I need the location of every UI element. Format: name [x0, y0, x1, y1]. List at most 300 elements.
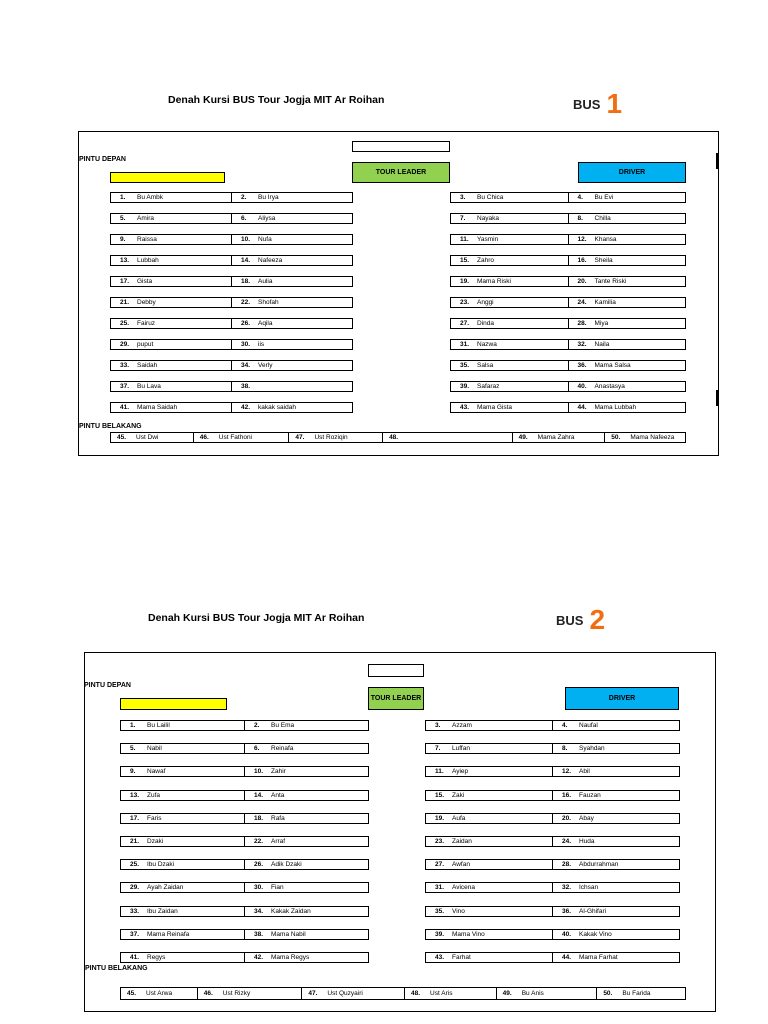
- seat-pair-left: [110, 360, 353, 371]
- seat: [244, 744, 368, 753]
- seat-number: 12.: [562, 768, 572, 775]
- bus-number: 1: [606, 88, 623, 119]
- empty-box: [352, 141, 450, 152]
- seat-number: 20.: [562, 815, 572, 822]
- seat: [568, 235, 686, 244]
- seat: [426, 953, 552, 962]
- seat-name: Safaraz: [477, 383, 500, 390]
- seat-number: 42.: [241, 404, 251, 411]
- seat: [552, 791, 679, 800]
- seat-name: Zaidan: [452, 838, 472, 845]
- seat: [426, 744, 552, 753]
- seat-number: 40.: [562, 931, 572, 938]
- seat-name: Ust Aris: [430, 990, 453, 997]
- seat-name: Abay: [579, 815, 594, 822]
- seat-number: 50.: [603, 990, 613, 997]
- bus-number: 2: [589, 604, 606, 635]
- seat-number: 16.: [562, 792, 572, 799]
- seat-number: 10.: [254, 768, 264, 775]
- seat: [244, 860, 368, 869]
- seat-name: Ibu Dzaki: [147, 861, 175, 868]
- seat-name: Azzam: [452, 722, 472, 729]
- seat-number: 40.: [577, 383, 587, 390]
- seat: [231, 340, 352, 349]
- seat-name: Avicena: [452, 884, 476, 891]
- seat-name: Ust Roziqin: [314, 434, 348, 441]
- seat: [568, 382, 686, 391]
- seat-number: 38.: [254, 931, 264, 938]
- seat-number: 19.: [435, 815, 445, 822]
- seat-name: Verly: [258, 362, 273, 369]
- seat-number: 15.: [435, 792, 445, 799]
- seat-number: 27.: [435, 861, 445, 868]
- seat: [568, 277, 686, 286]
- seat-number: 18.: [241, 278, 251, 285]
- back-seat: [404, 988, 496, 999]
- seat-name: Ust Fathoni: [218, 434, 253, 441]
- seat-name: Sheila: [594, 257, 613, 264]
- seat-pair-right: [450, 381, 686, 392]
- front-door-label: PINTU DEPAN: [79, 156, 126, 163]
- seat-name: Shofah: [258, 299, 279, 306]
- seat-pair-left: [120, 859, 369, 870]
- front-door-label: PINTU DEPAN: [84, 682, 131, 689]
- seat-number: 30.: [241, 341, 251, 348]
- seat: [552, 860, 679, 869]
- seat: [552, 767, 679, 776]
- back-seat: [193, 433, 289, 442]
- seat-number: 2.: [241, 194, 247, 201]
- seat-name: Kamilia: [594, 299, 616, 306]
- seat: [111, 340, 231, 349]
- seat: [552, 930, 679, 939]
- seat-pair-right: [425, 720, 680, 731]
- back-seat: [301, 988, 404, 999]
- seat-number: 21.: [120, 299, 130, 306]
- back-seat: [288, 433, 382, 442]
- driver-box: DRIVER: [565, 687, 679, 710]
- seat-number: 49.: [518, 434, 528, 441]
- seat: [121, 767, 244, 776]
- seat: [552, 953, 679, 962]
- seat-number: 18.: [254, 815, 264, 822]
- seat-name: Zaki: [452, 792, 465, 799]
- seat-number: 41.: [130, 954, 140, 961]
- seat-number: 23.: [460, 299, 470, 306]
- seat: [111, 214, 231, 223]
- seat-number: 39.: [435, 931, 445, 938]
- seat-number: 2.: [254, 722, 260, 729]
- seat-name: Zufa: [147, 792, 161, 799]
- seat-number: 9.: [120, 236, 126, 243]
- seat-name: Faris: [147, 815, 162, 822]
- seat: [426, 860, 552, 869]
- seat: [231, 319, 352, 328]
- seat-name: Nayaka: [477, 215, 500, 222]
- seat-number: 3.: [435, 722, 441, 729]
- seat-number: 37.: [120, 383, 130, 390]
- seat-number: 33.: [130, 908, 140, 915]
- seat: [568, 361, 686, 370]
- seat-name: Luffan: [452, 745, 470, 752]
- seat-number: 29.: [120, 341, 130, 348]
- seat-name: Bu Anis: [521, 990, 544, 997]
- seat-number: 17.: [120, 278, 130, 285]
- seat-number: 36.: [562, 908, 572, 915]
- seat-pair-left: [110, 255, 353, 266]
- seat-name: Nafeeza: [258, 257, 283, 264]
- seat-pair-right: [450, 234, 686, 245]
- seat-pair-right: [450, 192, 686, 203]
- seat-number: 35.: [460, 362, 470, 369]
- bus-label: [556, 604, 605, 636]
- seat-name: Gista: [137, 278, 153, 285]
- seat-number: 15.: [460, 257, 470, 264]
- seat: [231, 277, 352, 286]
- seat-name: Khansa: [594, 236, 617, 243]
- seat: [231, 361, 352, 370]
- seat-number: 38.: [241, 383, 251, 390]
- seat: [231, 382, 352, 391]
- back-seat: [111, 433, 193, 442]
- seat-pair-right: [450, 276, 686, 287]
- seat-number: 5.: [130, 745, 136, 752]
- seat-name: Aqila: [258, 320, 273, 327]
- frame-tick: [716, 153, 718, 169]
- seat-name: Ayiep: [452, 768, 469, 775]
- seat-name: Aulia: [258, 278, 273, 285]
- seat-number: 7.: [435, 745, 441, 752]
- seat: [451, 403, 568, 412]
- seat-number: 16.: [577, 257, 587, 264]
- seat: [451, 319, 568, 328]
- seat-number: 37.: [130, 931, 140, 938]
- seat: [111, 319, 231, 328]
- seat-name: Zahro: [477, 257, 494, 264]
- seat-number: 48.: [389, 434, 399, 441]
- back-seat: [604, 433, 685, 442]
- seat-name: Nufa: [258, 236, 272, 243]
- seat-name: Lubbah: [137, 257, 159, 264]
- seat-name: Aufa: [452, 815, 466, 822]
- seat: [111, 277, 231, 286]
- seat: [121, 814, 244, 823]
- seat-name: Farhat: [452, 954, 471, 961]
- seat-number: 13.: [120, 257, 130, 264]
- seat-pair-right: [425, 836, 680, 847]
- seat-name: Mama Lubbah: [594, 404, 637, 411]
- seat-pair-left: [110, 318, 353, 329]
- seat-pair-left: [110, 213, 353, 224]
- seat-name: Ust Rizky: [222, 990, 251, 997]
- seat: [568, 403, 686, 412]
- seat-number: 21.: [130, 838, 140, 845]
- seat-pair-left: [120, 720, 369, 731]
- seat-name: Anta: [271, 792, 285, 799]
- seat-number: 17.: [130, 815, 140, 822]
- seat-name: Saidah: [137, 362, 158, 369]
- back-door-label: PINTU BELAKANG: [85, 965, 148, 972]
- seat-number: 27.: [460, 320, 470, 327]
- seat: [111, 298, 231, 307]
- seat-name: Mama Saidah: [137, 404, 178, 411]
- seat-name: Bu Ambk: [137, 194, 164, 201]
- seat-name: Syahdan: [579, 745, 605, 752]
- seat-pair-right: [450, 339, 686, 350]
- seat-pair-left: [120, 952, 369, 963]
- seat-number: 48.: [411, 990, 421, 997]
- seat: [244, 907, 368, 916]
- seat-name: Amira: [137, 215, 154, 222]
- seat-name: Naufal: [579, 722, 598, 729]
- seat-number: 43.: [460, 404, 470, 411]
- seat: [244, 930, 368, 939]
- seat: [451, 298, 568, 307]
- seat: [111, 256, 231, 265]
- seat-name: Bu Ema: [271, 722, 295, 729]
- seat-number: 30.: [254, 884, 264, 891]
- seat-pair-left: [110, 234, 353, 245]
- tour-leader-box: TOUR LEADER: [352, 162, 450, 183]
- seat: [451, 193, 568, 202]
- back-seat: [596, 988, 685, 999]
- seat-number: 44.: [577, 404, 587, 411]
- seat-number: 5.: [120, 215, 126, 222]
- seat: [244, 953, 368, 962]
- seat-name: Mama Nafeeza: [630, 434, 675, 441]
- seat-pair-right: [425, 766, 680, 777]
- seat-number: 8.: [577, 215, 583, 222]
- seat: [426, 767, 552, 776]
- seat-number: 47.: [295, 434, 305, 441]
- seat-number: 12.: [577, 236, 587, 243]
- seat-name: Aliysa: [258, 215, 276, 222]
- seat-name: Zahir: [271, 768, 286, 775]
- seat-name: Ichsan: [579, 884, 599, 891]
- seat-name: Dinda: [477, 320, 494, 327]
- seat-pair-right: [425, 952, 680, 963]
- seat-pair-left: [120, 743, 369, 754]
- seat-number: 39.: [460, 383, 470, 390]
- seat-name: Mama Reinafa: [147, 931, 190, 938]
- seat-pair-left: [120, 882, 369, 893]
- seat-name: Vino: [452, 908, 465, 915]
- seat: [426, 883, 552, 892]
- seat-pair-left: [110, 297, 353, 308]
- tour-leader-box: TOUR LEADER: [368, 687, 424, 710]
- seat: [121, 907, 244, 916]
- highlight-box: [120, 698, 227, 710]
- seat-name: Kakak Vino: [579, 931, 612, 938]
- seat-name: Nazwa: [477, 341, 497, 348]
- seat-number: 14.: [241, 257, 251, 264]
- seat: [568, 193, 686, 202]
- seat-pair-left: [120, 836, 369, 847]
- seat-name: Mama Farhat: [579, 954, 618, 961]
- seat-pair-left: [120, 813, 369, 824]
- seat-number: 10.: [241, 236, 251, 243]
- seat-name: puput: [137, 341, 154, 348]
- seat: [426, 791, 552, 800]
- seat-name: Mama Salsa: [594, 362, 631, 369]
- seat-number: 42.: [254, 954, 264, 961]
- seat: [451, 235, 568, 244]
- seat-number: 9.: [130, 768, 136, 775]
- seat: [231, 235, 352, 244]
- seat-name: Fian: [271, 884, 284, 891]
- seat: [552, 814, 679, 823]
- back-seat: [121, 988, 197, 999]
- seat-name: Ayah Zaidan: [147, 884, 184, 891]
- seat: [568, 340, 686, 349]
- seat-name: Fairuz: [137, 320, 156, 327]
- seat-number: 33.: [120, 362, 130, 369]
- seat-number: 24.: [562, 838, 572, 845]
- seat: [552, 837, 679, 846]
- seat-number: 26.: [254, 861, 264, 868]
- seat-name: Ust Arwa: [146, 990, 173, 997]
- seat-name: Bu Lava: [137, 383, 161, 390]
- page-title: Denah Kursi BUS Tour Jogja MIT Ar Roihan: [148, 612, 365, 624]
- seat-number: 6.: [241, 215, 247, 222]
- seat-name: Mama Gista: [477, 404, 513, 411]
- highlight-box: [110, 172, 225, 183]
- seat-number: 35.: [435, 908, 445, 915]
- seat-name: kakak saidah: [258, 404, 296, 411]
- seat-number: 14.: [254, 792, 264, 799]
- seat: [568, 256, 686, 265]
- seat: [121, 930, 244, 939]
- seat-number: 41.: [120, 404, 130, 411]
- seat-pair-right: [450, 255, 686, 266]
- seat-name: Abil: [579, 768, 590, 775]
- seat: [568, 214, 686, 223]
- seat-number: 32.: [577, 341, 587, 348]
- seat-name: Fauzan: [579, 792, 601, 799]
- seat-name: Arraf: [271, 838, 286, 845]
- seat-number: 22.: [241, 299, 251, 306]
- seat: [426, 721, 552, 730]
- seat-name: Raissa: [137, 236, 157, 243]
- seat-name: Ibu Zaidan: [147, 908, 178, 915]
- seat-pair-left: [110, 276, 353, 287]
- seat: [244, 883, 368, 892]
- seat: [231, 193, 352, 202]
- seat-number: 26.: [241, 320, 251, 327]
- seat-name: Bu Chica: [477, 194, 504, 201]
- seat-number: 25.: [130, 861, 140, 868]
- seat-name: Kakak Zaidan: [271, 908, 311, 915]
- back-seat-row: [120, 987, 686, 1000]
- seat: [121, 860, 244, 869]
- seat-number: 47.: [308, 990, 318, 997]
- seat: [426, 814, 552, 823]
- seat-number: 45.: [117, 434, 127, 441]
- seat-number: 34.: [254, 908, 264, 915]
- seat: [231, 298, 352, 307]
- seat-number: 11.: [460, 236, 469, 243]
- seat-pair-right: [425, 882, 680, 893]
- seat-pair-right: [425, 859, 680, 870]
- seat: [121, 953, 244, 962]
- seat-name: Bu Lailil: [147, 722, 170, 729]
- seat-pair-right: [425, 790, 680, 801]
- seat: [552, 744, 679, 753]
- seat: [451, 214, 568, 223]
- seat-number: 23.: [435, 838, 445, 845]
- seat-pair-right: [450, 402, 686, 413]
- seat-number: 28.: [577, 320, 587, 327]
- seat-name: Ust Quzyairi: [327, 990, 363, 997]
- seat-name: Mama Riski: [477, 278, 511, 285]
- seat-number: 44.: [562, 954, 572, 961]
- seat-pair-right: [425, 929, 680, 940]
- seat-name: Reinafa: [271, 745, 294, 752]
- seat-number: 7.: [460, 215, 466, 222]
- seat-number: 22.: [254, 838, 264, 845]
- seat-name: iis: [258, 341, 265, 348]
- seat-number: 50.: [611, 434, 621, 441]
- back-door-label: PINTU BELAKANG: [79, 423, 142, 430]
- seat-name: Tante Riski: [594, 278, 627, 285]
- seat-name: Bu Evi: [594, 194, 614, 201]
- seat-number: 3.: [460, 194, 466, 201]
- seat: [244, 791, 368, 800]
- back-seat: [512, 433, 605, 442]
- frame-tick: [716, 390, 718, 406]
- seat-number: 19.: [460, 278, 470, 285]
- seat-pair-left: [110, 402, 353, 413]
- back-seat: [382, 433, 512, 442]
- seat-pair-left: [120, 766, 369, 777]
- back-seat-row: [110, 432, 686, 443]
- seat-pair-right: [425, 813, 680, 824]
- seat-pair-left: [110, 339, 353, 350]
- seat-number: 20.: [577, 278, 587, 285]
- seat-pair-right: [450, 360, 686, 371]
- seat-number: 8.: [562, 745, 568, 752]
- seat-pair-left: [110, 381, 353, 392]
- seat-number: 46.: [199, 434, 209, 441]
- seat: [231, 403, 352, 412]
- seat-name: Rafa: [271, 815, 285, 822]
- seat-pair-right: [450, 213, 686, 224]
- seat-number: 6.: [254, 745, 260, 752]
- seat: [426, 907, 552, 916]
- seat: [552, 883, 679, 892]
- seat-pair-right: [425, 743, 680, 754]
- seat: [231, 256, 352, 265]
- seat-name: Awfan: [452, 861, 470, 868]
- seat-name: Anggi: [477, 299, 494, 306]
- seat-number: 46.: [203, 990, 213, 997]
- seat: [244, 814, 368, 823]
- seat-number: 29.: [130, 884, 140, 891]
- seat-name: Nabil: [147, 745, 162, 752]
- seat-name: Mama Regys: [271, 954, 310, 961]
- seat: [121, 837, 244, 846]
- seat-name: Mama Nabil: [271, 931, 306, 938]
- seat: [231, 214, 352, 223]
- seat: [552, 907, 679, 916]
- seat-number: 36.: [577, 362, 587, 369]
- seat: [244, 837, 368, 846]
- back-seat: [496, 988, 597, 999]
- seat-number: 32.: [562, 884, 572, 891]
- seat-pair-left: [110, 192, 353, 203]
- seat: [451, 382, 568, 391]
- seat-name: Mama Vino: [452, 931, 485, 938]
